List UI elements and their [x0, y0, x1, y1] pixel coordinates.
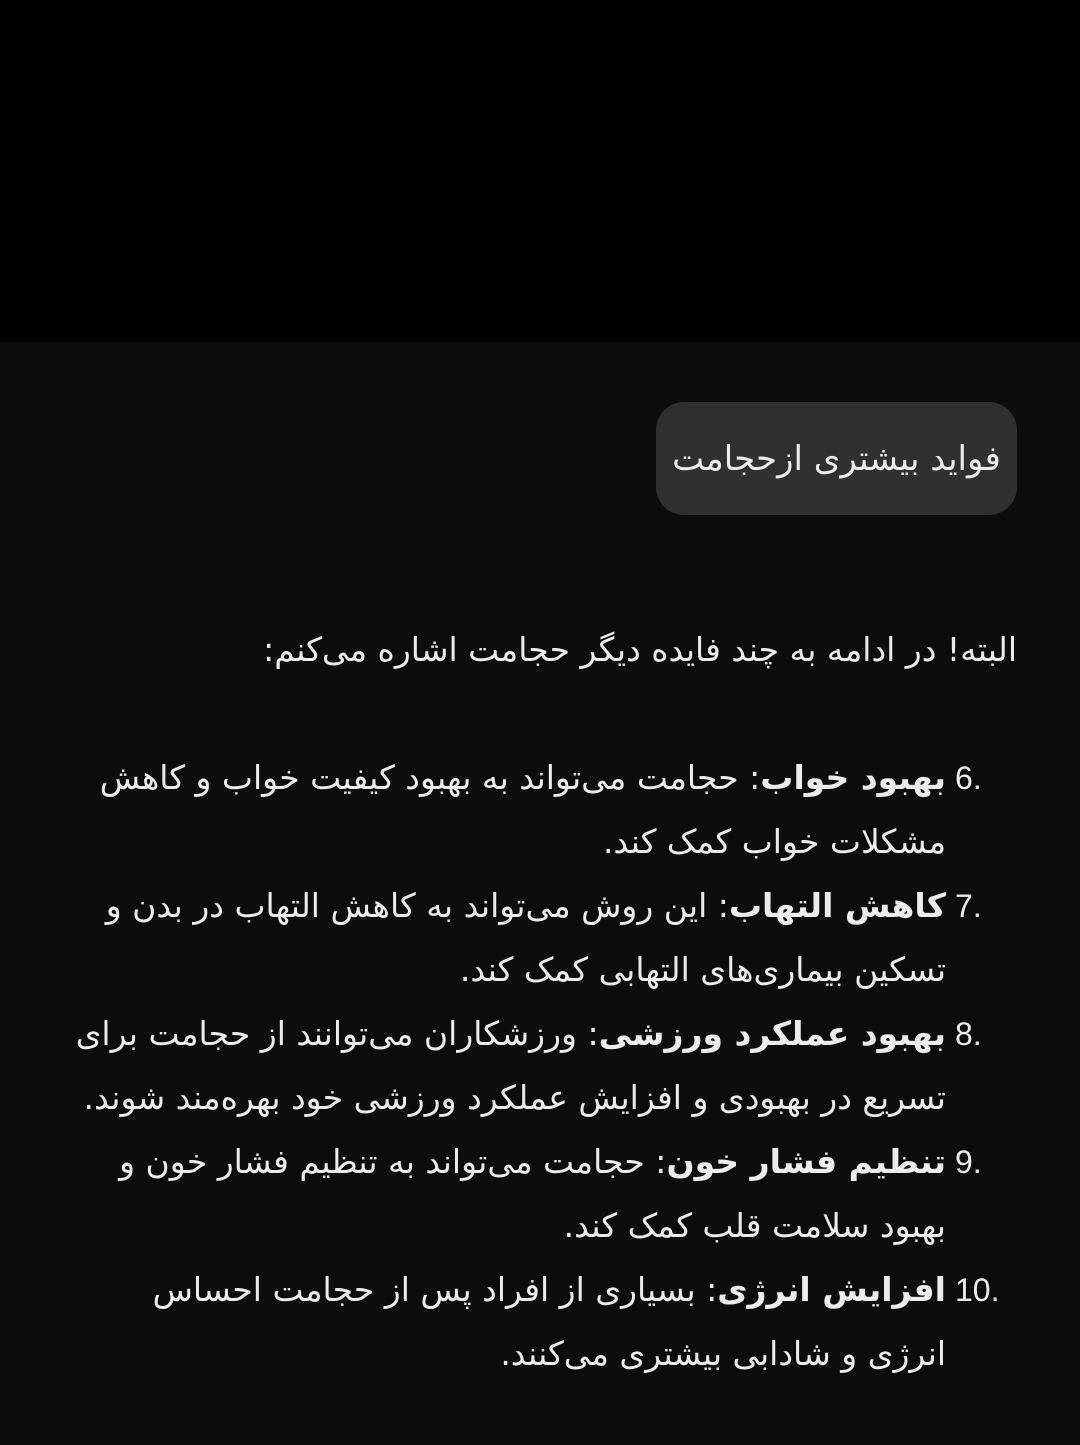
list-item-number: 8. [955, 1016, 982, 1052]
list-item-number: 6. [955, 760, 982, 796]
list-item-text: : حجامت می‌تواند به بهبود کیفیت خواب و کاهش مشکلات خواب کمک کند. [99, 758, 946, 861]
benefits-list [67, 746, 1017, 1386]
list-item [67, 1258, 1017, 1386]
list-item-title: کاهش التهاب [728, 886, 946, 925]
list-item-title: تنظیم فشار خون [666, 1142, 946, 1181]
list-item-title: بهبود خواب [760, 758, 946, 797]
list-item-text: : بسیاری از افراد پس از حجامت احساس انرژی و شادابی بیشتری می‌کنند. [152, 1270, 946, 1373]
list-item [67, 746, 1017, 874]
user-message-bubble [656, 402, 1017, 515]
list-item-number: 7. [955, 888, 982, 924]
list-item-text: : حجامت می‌تواند به تنظیم فشار خون و بهبود سلامت قلب کمک کند. [119, 1142, 946, 1245]
list-item-number: 10. [955, 1272, 1000, 1308]
top-blank-area [0, 0, 1080, 342]
user-message-text: فواید بیشتری ازحجامت [672, 438, 1001, 479]
list-item-text: : این روش می‌تواند به کاهش التهاب در بدن و تسکین بیماری‌های التهابی کمک کند. [105, 886, 946, 989]
chat-conversation [0, 342, 1080, 1445]
assistant-response [67, 620, 1017, 1386]
list-item-number: 9. [955, 1144, 982, 1180]
list-item [67, 1002, 1017, 1130]
list-item-title: افزایش انرژی [717, 1270, 946, 1309]
list-item [67, 1130, 1017, 1258]
assistant-intro: البته! در ادامه به چند فایده دیگر حجامت اشاره می‌کنم: [263, 630, 1017, 669]
list-item-title: بهبود عملکرد ورزشی [598, 1014, 946, 1053]
list-item-text: : ورزشکاران می‌توانند از حجامت برای تسریع در بهبودی و افزایش عملکرد ورزشی خود بهره‌مند شوند. [75, 1014, 946, 1117]
list-item [67, 874, 1017, 1002]
